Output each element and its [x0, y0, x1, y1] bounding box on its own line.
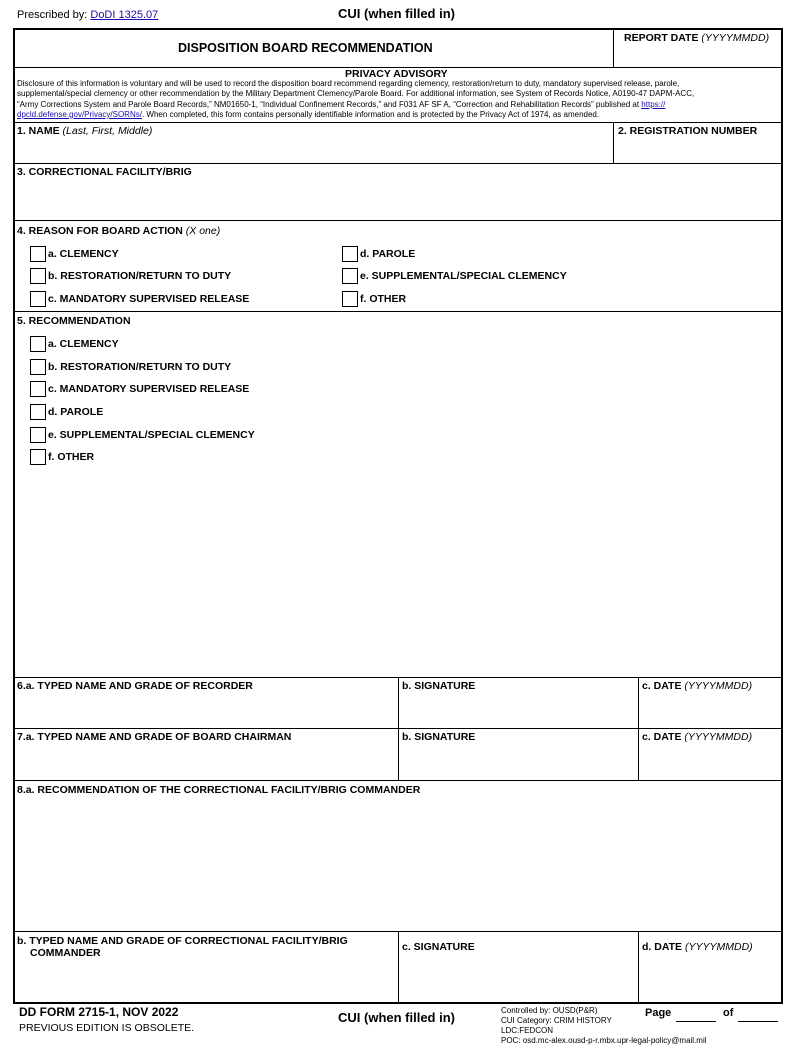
recorder-signature-input[interactable]: [402, 696, 634, 724]
rec-other-checkbox[interactable]: [30, 449, 46, 465]
registration-label: 2. REGISTRATION NUMBER: [618, 125, 758, 137]
reason-mandatory-release-label: c. MANDATORY SUPERVISED RELEASE: [48, 293, 250, 305]
report-date-label: REPORT DATE (YYYYMMDD): [624, 32, 770, 44]
reason-parole-label: d. PAROLE: [360, 248, 416, 260]
chairman-name-label: 7.a. TYPED NAME AND GRADE OF BOARD CHAIRMAN: [17, 731, 292, 743]
reason-label: 4. REASON FOR BOARD ACTION (X one): [17, 225, 221, 237]
rec-other-label: f. OTHER: [48, 451, 95, 463]
prescribed-by-label: Prescribed by:: [17, 9, 88, 21]
dodi-link[interactable]: DoDI 1325.07: [90, 9, 159, 21]
commander-name-label: b. TYPED NAME AND GRADE OF CORRECTIONAL FACILITY/BRIG COMMANDER: [17, 935, 348, 959]
rec-supplemental-label: e. SUPPLEMENTAL/SPECIAL CLEMENCY: [48, 429, 255, 441]
reason-parole-checkbox[interactable]: [342, 246, 358, 262]
rec-restoration-checkbox[interactable]: [30, 359, 46, 375]
facility-label: 3. CORRECTIONAL FACILITY/BRIG: [17, 166, 192, 178]
commander-name-input[interactable]: [17, 962, 393, 996]
cui-header: CUI (when filled in): [338, 6, 455, 21]
reason-clemency-checkbox[interactable]: [30, 246, 46, 262]
rec-restoration-label: b. RESTORATION/RETURN TO DUTY: [48, 361, 232, 373]
recorder-date-label: c. DATE (YYYYMMDD): [642, 680, 753, 692]
recorder-signature-label: b. SIGNATURE: [402, 680, 476, 692]
rec-clemency-label: a. CLEMENCY: [48, 338, 119, 350]
sorn-link-cont[interactable]: dpcld.defense.gov/Privacy/SORNs/: [17, 109, 142, 119]
reason-clemency-label: a. CLEMENCY: [48, 248, 119, 260]
reason-other-checkbox[interactable]: [342, 291, 358, 307]
commander-date-input[interactable]: [642, 958, 778, 996]
rec-parole-label: d. PAROLE: [48, 406, 104, 418]
chairman-date-input[interactable]: [642, 747, 778, 775]
commander-date-label: d. DATE (YYYYMMDD): [642, 941, 753, 953]
rec-parole-checkbox[interactable]: [30, 404, 46, 420]
chairman-date-label: c. DATE (YYYYMMDD): [642, 731, 753, 743]
recorder-name-label: 6.a. TYPED NAME AND GRADE OF RECORDER: [17, 680, 253, 692]
privacy-heading: PRIVACY ADVISORY: [345, 68, 448, 80]
reason-restoration-checkbox[interactable]: [30, 268, 46, 284]
recommendation-label: 5. RECOMMENDATION: [17, 315, 131, 327]
cui-designation-block: Controlled by: OUSD(P&R) CUI Category: CRIM HISTORY LDC:FEDCON POC: osd.mc-alex.ousd-p-r.mbx.upr-legal-policy@mail.mil: [501, 1006, 707, 1045]
rec-supplemental-checkbox[interactable]: [30, 427, 46, 443]
reason-restoration-label: b. RESTORATION/RETURN TO DUTY: [48, 270, 232, 282]
reason-other-label: f. OTHER: [360, 293, 407, 305]
reason-supplemental-checkbox[interactable]: [342, 268, 358, 284]
commander-signature-input[interactable]: [402, 958, 634, 996]
chairman-name-input[interactable]: [17, 747, 393, 775]
commander-signature-label: c. SIGNATURE: [402, 941, 475, 953]
recorder-date-input[interactable]: [642, 696, 778, 724]
privacy-text: Disclosure of this information is voluntary and will be used to record the disposition board recommend regarding clemency, restoration/return to duty, mandatory supervised release, parole, supplemental/special clemency or other recommendation by the Military Department Clemency/Parole Board. For additional information, see System of Records Notice, A0190-47 DAPM-ACC, “Army Corrections System and Parole Board Records,” NM01650-1, “Individual Confinement Records,” and F031 AF SF A, “Correction and Rehabilitation Records” published at https:// dpcld.defense.gov/Privacy/SORNs/. When completed, this form contains personally identifiable information and is protected by the Privacy Act of 1974, as amended.: [17, 79, 695, 119]
page-label: Page: [645, 1007, 672, 1019]
chairman-signature-label: b. SIGNATURE: [402, 731, 476, 743]
commander-recommendation-label: 8.a. RECOMMENDATION OF THE CORRECTIONAL FACILITY/BRIG COMMANDER: [17, 784, 421, 796]
obsolete-note: PREVIOUS EDITION IS OBSOLETE.: [19, 1022, 195, 1034]
name-label: 1. NAME (Last, First, Middle): [17, 125, 153, 137]
recommendation-text-area[interactable]: [17, 472, 777, 672]
of-label: of: [723, 1007, 734, 1019]
reason-supplemental-label: e. SUPPLEMENTAL/SPECIAL CLEMENCY: [360, 270, 567, 282]
sorn-link[interactable]: https://: [641, 99, 666, 109]
page-total-input[interactable]: [738, 1006, 778, 1022]
prescribed-by: [17, 9, 158, 21]
page-number-input[interactable]: [676, 1006, 716, 1022]
cui-footer: CUI (when filled in): [338, 1010, 455, 1025]
commander-recommendation-text-area[interactable]: [17, 800, 777, 926]
rec-mandatory-release-checkbox[interactable]: [30, 381, 46, 397]
report-date-input[interactable]: [618, 46, 778, 64]
name-input[interactable]: [17, 140, 607, 160]
registration-input[interactable]: [618, 140, 778, 160]
chairman-signature-input[interactable]: [402, 747, 634, 775]
form-id: DD FORM 2715-1, NOV 2022: [19, 1005, 179, 1019]
rec-mandatory-release-label: c. MANDATORY SUPERVISED RELEASE: [48, 383, 250, 395]
facility-input[interactable]: [17, 182, 777, 216]
reason-mandatory-release-checkbox[interactable]: [30, 291, 46, 307]
recorder-name-input[interactable]: [17, 696, 393, 724]
form-title: DISPOSITION BOARD RECOMMENDATION: [178, 41, 433, 55]
rec-clemency-checkbox[interactable]: [30, 336, 46, 352]
